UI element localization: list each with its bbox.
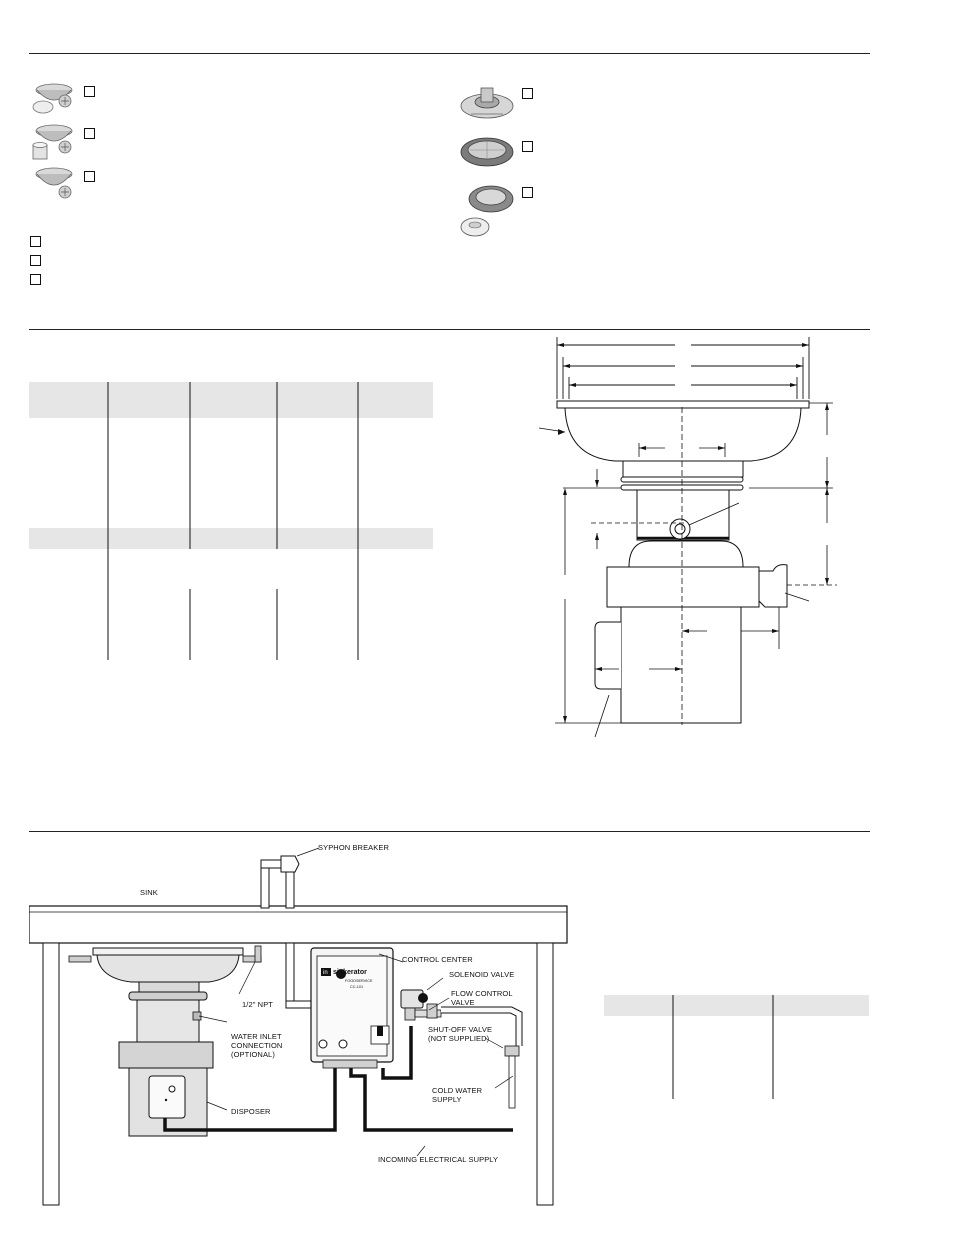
control-panel-sub1: FOODSERVICE: [345, 979, 373, 983]
sink-bowl-assembly-image-3: [29, 166, 79, 206]
section-rule-accessories: [29, 53, 870, 54]
label-shutoff-valve: SHUT-OFF VALVE (NOT SUPPLIED): [428, 1025, 493, 1043]
label-syphon-breaker: SYPHON BREAKER: [318, 843, 390, 852]
section-rule-dimensions: [29, 329, 870, 330]
option-checkbox-1[interactable]: [30, 236, 41, 247]
label-solenoid-valve: SOLENOID VALVE: [449, 970, 515, 979]
spec-table-header: [29, 382, 433, 418]
label-sink: SINK: [140, 888, 158, 897]
stopper-image: [457, 132, 517, 172]
electrical-table: [604, 995, 870, 1100]
control-panel-brand-prefix: in: [323, 970, 328, 976]
disposer-upper: [137, 1000, 199, 1042]
disposer-motor-band: [119, 1042, 213, 1068]
label-water-inlet-connection: WATER INLET CONNECTION (OPTIONAL): [231, 1032, 283, 1059]
option-checkbox-3[interactable]: [30, 274, 41, 285]
accessory-checkbox-5[interactable]: [522, 141, 533, 152]
sink-bowl-assembly-image-1: [29, 80, 79, 120]
counter-top: [29, 906, 567, 943]
accessory-checkbox-4[interactable]: [522, 88, 533, 99]
dimension-drawing: [525, 335, 855, 745]
option-checkbox-2[interactable]: [30, 255, 41, 266]
label-disposer: DISPOSER: [231, 1107, 271, 1116]
section-rule-installation: [29, 831, 870, 832]
accessory-checkbox-2[interactable]: [84, 128, 95, 139]
table-leg-right: [537, 943, 553, 1205]
mounting-assembly-image: [457, 84, 517, 126]
table-leg-left: [43, 943, 59, 1205]
label-cold-water-supply: COLD WATER SUPPLY: [432, 1086, 483, 1104]
control-panel-sub2: CC-101: [350, 985, 364, 989]
label-incoming-electrical-supply: INCOMING ELECTRICAL SUPPLY: [378, 1155, 499, 1164]
sink-bowl-assembly-image-2: [29, 123, 79, 163]
accessory-checkbox-1[interactable]: [84, 86, 95, 97]
electrical-table-header: [604, 995, 869, 1016]
label-control-center: CONTROL CENTER: [402, 955, 473, 964]
spec-table-subheader: [29, 528, 433, 549]
splash-guard-stopper-image: [457, 183, 517, 241]
shutoff-valve-body: [505, 1046, 519, 1056]
accessory-checkbox-6[interactable]: [522, 187, 533, 198]
label-half-inch-npt: 1/2" NPT: [242, 1000, 273, 1009]
sink-bowl: [97, 955, 239, 982]
accessory-checkbox-3[interactable]: [84, 171, 95, 182]
control-panel-brand: sinkerator: [333, 969, 367, 976]
specifications-table: [29, 382, 434, 662]
label-flow-control-valve: FLOW CONTROL VALVE: [451, 989, 513, 1007]
